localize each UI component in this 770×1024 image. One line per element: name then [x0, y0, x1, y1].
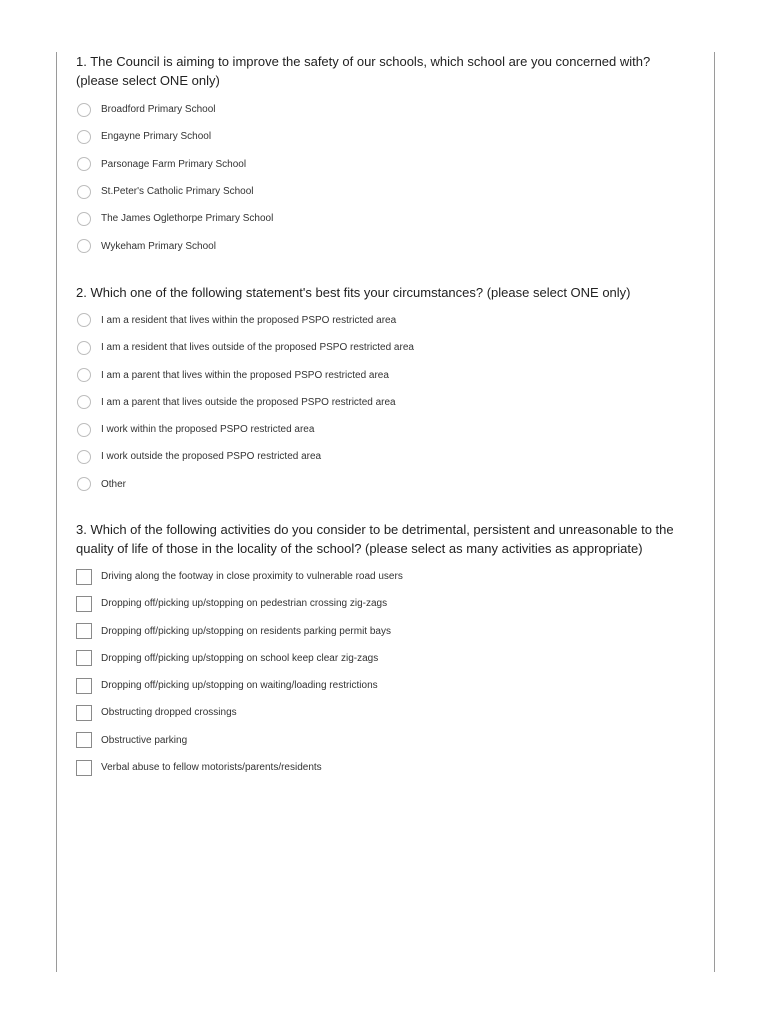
- radio-option[interactable]: [76, 96, 696, 123]
- checkbox-option[interactable]: [76, 563, 696, 590]
- question-3: 3. Which of the following activities do you consider to be detrimental, persistent and unreasonable to the quality of life of those in the locality of the school? (please select as many activities as appropriate): [76, 521, 674, 556]
- radio-option[interactable]: [76, 443, 696, 470]
- option-label: I am a parent that lives within the proposed PSPO restricted area: [101, 369, 389, 381]
- checkbox[interactable]: [76, 678, 92, 694]
- radio-button[interactable]: [77, 130, 91, 144]
- question-3-options: [76, 563, 696, 781]
- radio-option[interactable]: [76, 471, 696, 498]
- checkbox-option[interactable]: [76, 645, 696, 672]
- radio-button[interactable]: [77, 341, 91, 355]
- radio-option[interactable]: [76, 307, 696, 334]
- option-label: Dropping off/picking up/stopping on waiting/loading restrictions: [101, 680, 378, 692]
- radio-option[interactable]: [76, 151, 696, 178]
- option-label: The James Oglethorpe Primary School: [101, 213, 274, 225]
- option-label: I am a resident that lives outside of the proposed PSPO restricted area: [101, 342, 414, 354]
- checkbox-option[interactable]: [76, 727, 696, 754]
- radio-button[interactable]: [77, 157, 91, 171]
- radio-button[interactable]: [77, 103, 91, 117]
- option-label: Obstructing dropped crossings: [101, 707, 237, 719]
- option-label: St.Peter's Catholic Primary School: [101, 186, 254, 198]
- radio-option[interactable]: [76, 178, 696, 205]
- option-label: I work within the proposed PSPO restricted area: [101, 424, 315, 436]
- radio-option[interactable]: [76, 232, 696, 259]
- radio-button[interactable]: [77, 395, 91, 409]
- option-label: I work outside the proposed PSPO restricted area: [101, 451, 322, 463]
- question-1: 1. The Council is aiming to improve the safety of our schools, which school are you concerned with? (please select ONE only): [76, 54, 651, 88]
- radio-option[interactable]: [76, 361, 696, 388]
- option-label: Driving along the footway in close proximity to vulnerable road users: [101, 571, 403, 582]
- checkbox-option[interactable]: [76, 617, 696, 644]
- checkbox[interactable]: [76, 705, 92, 721]
- question-2-options: [76, 307, 696, 498]
- option-label: Dropping off/picking up/stopping on residents parking permit bays: [101, 625, 391, 637]
- radio-button[interactable]: [77, 477, 91, 491]
- option-label: Engayne Primary School: [101, 131, 212, 143]
- checkbox[interactable]: [76, 596, 92, 612]
- radio-button[interactable]: [77, 239, 91, 253]
- option-label: Dropping off/picking up/stopping on pedestrian crossing zig-zags: [101, 598, 388, 610]
- survey-form: [76, 52, 696, 781]
- option-label: Parsonage Farm Primary School: [101, 158, 247, 170]
- radio-option[interactable]: [76, 123, 696, 150]
- radio-option[interactable]: [76, 334, 696, 361]
- checkbox[interactable]: [76, 732, 92, 748]
- option-label: Other: [101, 478, 127, 490]
- radio-option[interactable]: [76, 389, 696, 416]
- checkbox-option[interactable]: [76, 672, 696, 699]
- checkbox-option[interactable]: [76, 754, 696, 781]
- checkbox-option[interactable]: [76, 590, 696, 617]
- option-label: Verbal abuse to fellow motorists/parents/residents: [101, 762, 322, 774]
- radio-button[interactable]: [77, 368, 91, 382]
- radio-option[interactable]: [76, 205, 696, 232]
- left-border: [56, 52, 57, 972]
- checkbox[interactable]: [76, 623, 92, 639]
- question-2: 2. Which one of the following statement's best fits your circumstances? (please select ONE only): [76, 284, 631, 300]
- radio-button[interactable]: [77, 450, 91, 464]
- checkbox-option[interactable]: [76, 699, 696, 726]
- checkbox[interactable]: [76, 760, 92, 776]
- checkbox[interactable]: [76, 569, 92, 585]
- option-label: I am a parent that lives outside the proposed PSPO restricted area: [101, 396, 396, 408]
- option-label: Obstructive parking: [101, 734, 188, 746]
- option-label: Broadford Primary School: [101, 104, 216, 116]
- option-label: Wykeham Primary School: [101, 240, 216, 252]
- checkbox[interactable]: [76, 650, 92, 666]
- radio-button[interactable]: [77, 212, 91, 226]
- question-1-options: [76, 96, 696, 260]
- radio-option[interactable]: [76, 416, 696, 443]
- radio-button[interactable]: [77, 313, 91, 327]
- radio-button[interactable]: [77, 185, 91, 199]
- radio-button[interactable]: [77, 423, 91, 437]
- right-border: [714, 52, 715, 972]
- option-label: I am a resident that lives within the proposed PSPO restricted area: [101, 314, 397, 326]
- option-label: Dropping off/picking up/stopping on school keep clear zig-zags: [101, 652, 379, 664]
